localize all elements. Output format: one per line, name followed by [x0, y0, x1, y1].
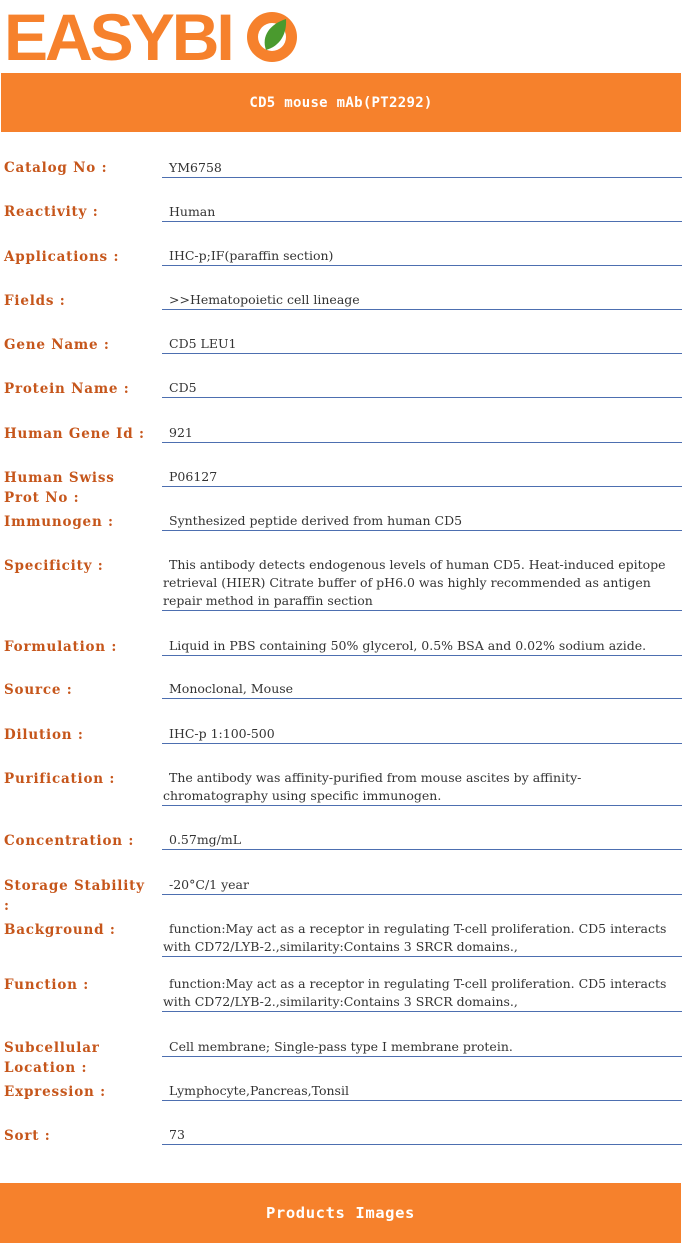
value-source: Monoclonal, Mouse [162, 680, 682, 699]
value-subcellular-location: Cell membrane; Single-pass type I membrane protein. [162, 1038, 682, 1057]
label-protein-name: Protein Name : [4, 381, 130, 397]
label-fields: Fields : [4, 293, 66, 309]
label-sort: Sort : [4, 1128, 51, 1144]
label-concentration: Concentration : [4, 833, 135, 849]
easybio-logo [4, 4, 304, 66]
label-function: Function : [4, 977, 90, 993]
value-background: function:May act as a receptor in regulating T-cell proliferation. CD5 interacts with CD72/LYB-2.,similarity:Contains 3 SRCR domains., [162, 920, 682, 957]
value-gene-name: CD5 LEU1 [162, 335, 682, 354]
product-title-bar [1, 73, 681, 132]
value-human-swiss-prot: P06127 [162, 468, 682, 487]
value-applications: IHC-p;IF(paraffin section) [162, 247, 682, 266]
label-applications: Applications : [4, 249, 120, 265]
value-storage-stability: -20°C/1 year [162, 876, 682, 895]
value-specificity: This antibody detects endogenous levels of human CD5. Heat-induced epitope retrieval (HIER) Citrate buffer of pH6.0 was highly recommended as antigen repair method in paraffin section [162, 556, 682, 611]
label-source: Source : [4, 682, 73, 698]
label-expression: Expression : [4, 1084, 106, 1100]
value-fields: >>Hematopoietic cell lineage [162, 291, 682, 310]
products-images-bar [0, 1183, 681, 1243]
value-human-gene-id: 921 [162, 424, 682, 443]
label-subcellular-location: Subcellular Location : [4, 1040, 100, 1076]
label-background: Background : [4, 922, 116, 938]
label-storage-stability: Storage Stability : [4, 878, 145, 914]
value-expression: Lymphocyte,Pancreas,Tonsil [162, 1082, 682, 1101]
label-formulation: Formulation : [4, 639, 118, 655]
product-title: CD5 mouse mAb(PT2292) [249, 94, 433, 111]
value-reactivity: Human [162, 203, 682, 222]
value-sort: 73 [162, 1126, 682, 1145]
label-catalog-no: Catalog No : [4, 160, 108, 176]
value-concentration: 0.57mg/mL [162, 831, 682, 850]
label-human-swiss-prot: Human Swiss Prot No : [4, 470, 115, 506]
label-specificity: Specificity : [4, 558, 104, 574]
label-immunogen: Immunogen : [4, 514, 114, 530]
value-immunogen: Synthesized peptide derived from human CD5 [162, 512, 682, 531]
label-gene-name: Gene Name : [4, 337, 110, 353]
value-formulation: Liquid in PBS containing 50% glycerol, 0.5% BSA and 0.02% sodium azide. [162, 637, 682, 656]
value-function: function:May act as a receptor in regulating T-cell proliferation. CD5 interacts with CD72/LYB-2.,similarity:Contains 3 SRCR domains., [162, 975, 682, 1012]
label-reactivity: Reactivity : [4, 204, 99, 220]
products-images-title: Products Images [266, 1204, 415, 1222]
value-catalog-no: YM6758 [162, 159, 682, 178]
label-human-gene-id: Human Gene Id : [4, 426, 145, 442]
value-protein-name: CD5 [162, 379, 682, 398]
value-purification: The antibody was affinity-purified from mouse ascites by affinity-chromatography using specific immunogen. [162, 769, 682, 806]
svg-text:EASYBI: EASYBI [4, 4, 232, 66]
value-dilution: IHC-p 1:100-500 [162, 725, 682, 744]
label-dilution: Dilution : [4, 727, 84, 743]
label-purification: Purification : [4, 771, 116, 787]
